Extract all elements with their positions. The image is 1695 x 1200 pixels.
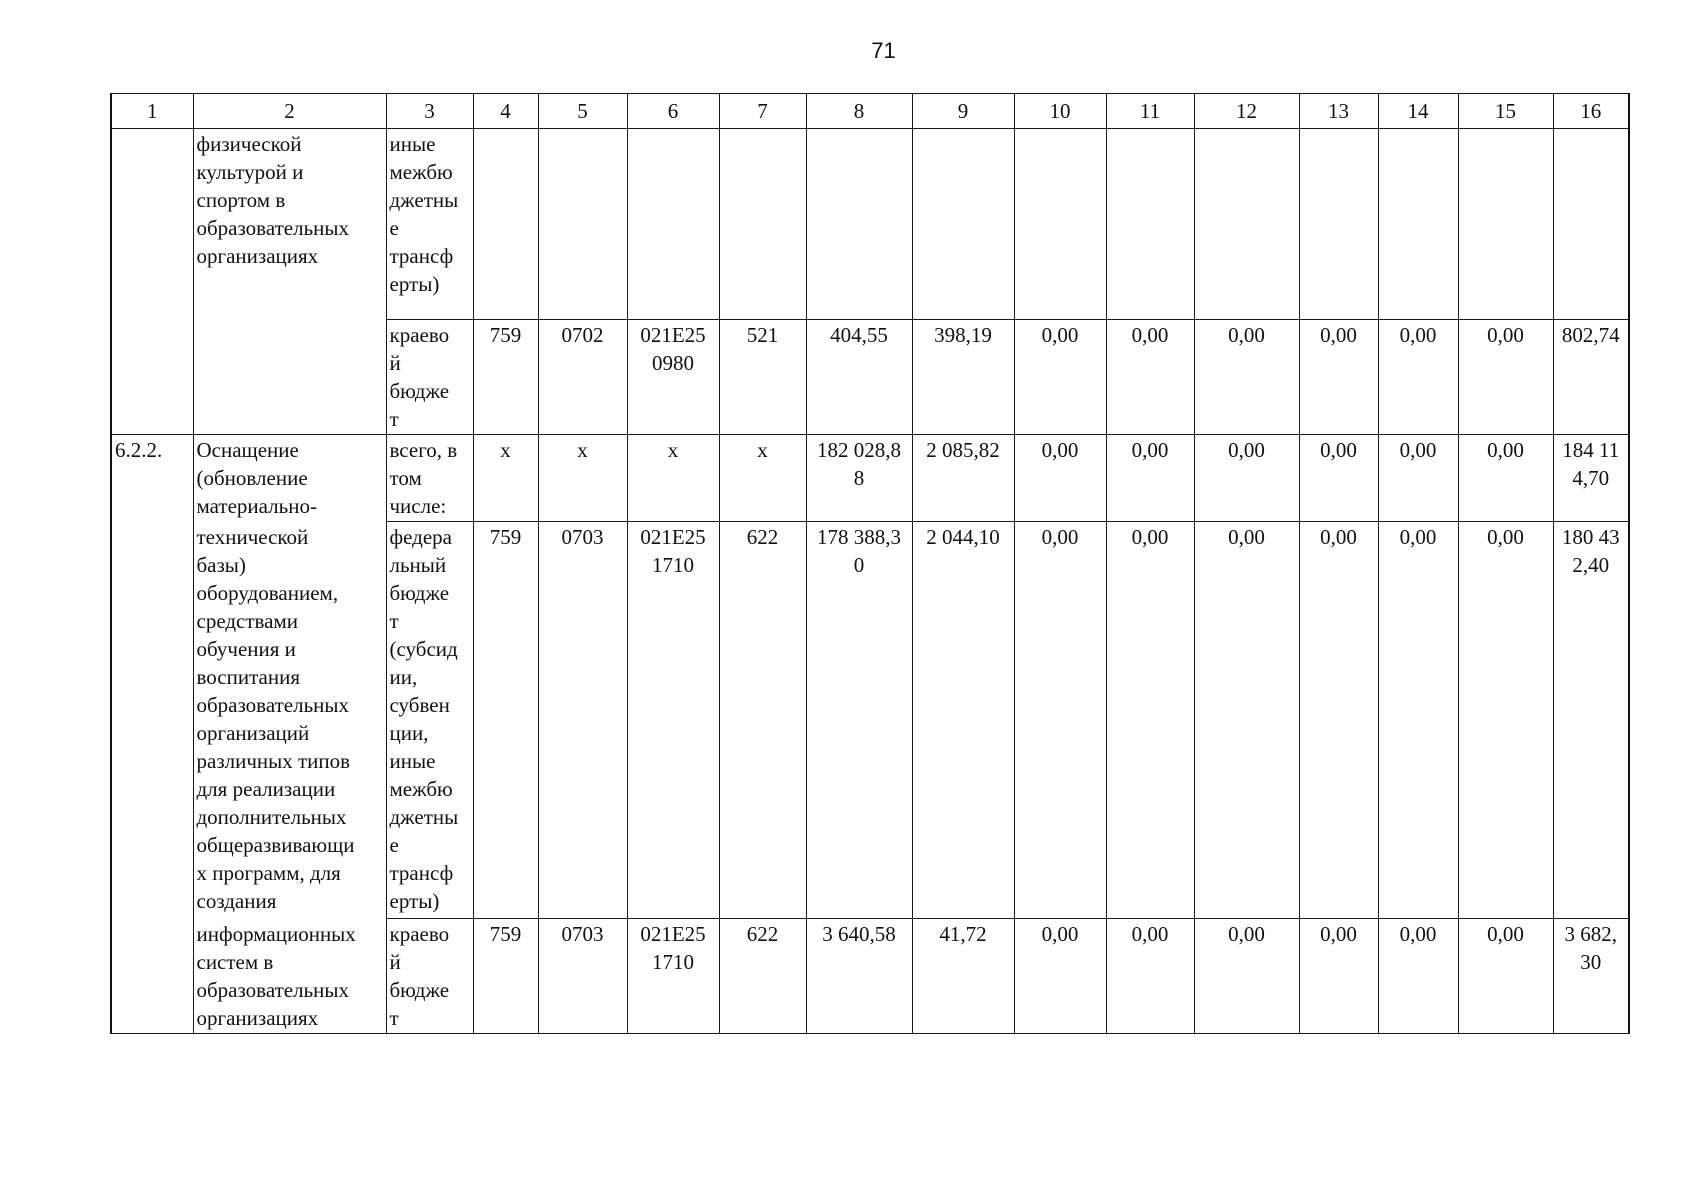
amount-cell: 0,00 [1106,435,1194,522]
table-cell [806,129,912,320]
amount-cell: 404,55 [806,320,912,435]
kbk-section-cell: х [538,435,627,522]
amount-cell: 0,00 [1106,320,1194,435]
funding-source-cell: краево й бюдже т [386,320,473,435]
kbk-type-cell: 521 [719,320,806,435]
amount-cell: 41,72 [912,919,1014,1034]
header-cell: 16 [1553,94,1629,129]
header-cell: 8 [806,94,912,129]
table-row [111,919,1629,1034]
header-cell: 3 [386,94,473,129]
kbk-target-cell: 021E25 1710 [627,919,719,1034]
kbk-grbs-cell: 759 [473,919,538,1034]
total-cell: 802,74 [1553,320,1629,435]
header-cell: 14 [1378,94,1458,129]
measure-name-cell: информационных систем в образовательных организациях [193,919,386,1034]
amount-cell: 0,00 [1194,320,1299,435]
amount-cell: 0,00 [1458,919,1553,1034]
table-cell [1299,129,1378,320]
amount-cell: 0,00 [1194,522,1299,919]
header-cell: 10 [1014,94,1106,129]
header-cell: 6 [627,94,719,129]
kbk-grbs-cell: 759 [473,522,538,919]
amount-cell: 0,00 [1458,320,1553,435]
amount-cell: 0,00 [1378,522,1458,919]
amount-cell: 0,00 [1299,320,1378,435]
table-cell [473,129,538,320]
page-number: 71 [871,38,896,63]
amount-cell: 178 388,3 0 [806,522,912,919]
amount-cell: 182 028,8 8 [806,435,912,522]
table-cell [912,129,1014,320]
row-number-cell [111,129,193,435]
header-cell: 2 [193,94,386,129]
amount-cell: 0,00 [1106,919,1194,1034]
amount-cell: 0,00 [1014,435,1106,522]
amount-cell: 0,00 [1106,522,1194,919]
amount-cell: 0,00 [1014,919,1106,1034]
kbk-grbs-cell: 759 [473,320,538,435]
table-cell [538,129,627,320]
header-cell: 13 [1299,94,1378,129]
amount-cell: 0,00 [1194,435,1299,522]
amount-cell: 0,00 [1299,919,1378,1034]
table-cell [1553,129,1629,320]
amount-cell: 0,00 [1014,522,1106,919]
total-cell: 184 11 4,70 [1553,435,1629,522]
kbk-type-cell: 622 [719,919,806,1034]
header-cell: 12 [1194,94,1299,129]
header-cell: 4 [473,94,538,129]
amount-cell: 0,00 [1378,435,1458,522]
header-row [111,94,1629,129]
amount-cell: 0,00 [1299,522,1378,919]
amount-cell: 0,00 [1014,320,1106,435]
table-cell [719,129,806,320]
amount-cell: 0,00 [1194,919,1299,1034]
amount-cell: 3 640,58 [806,919,912,1034]
kbk-grbs-cell: х [473,435,538,522]
budget-table [110,93,1630,1034]
amount-cell: 2 044,10 [912,522,1014,919]
kbk-type-cell: х [719,435,806,522]
funding-source-cell: всего, в том числе: [386,435,473,522]
header-cell: 1 [111,94,193,129]
total-cell: 180 43 2,40 [1553,522,1629,919]
measure-name-cell: Оснащение (обновление материально- [193,435,386,522]
table-cell [1014,129,1106,320]
amount-cell: 0,00 [1458,522,1553,919]
row-number-cell: 6.2.2. [111,435,193,1034]
table-cell [1378,129,1458,320]
amount-cell: 0,00 [1299,435,1378,522]
header-cell: 11 [1106,94,1194,129]
kbk-section-cell: 0702 [538,320,627,435]
kbk-target-cell: 021E25 1710 [627,522,719,919]
table-row [111,522,1629,919]
kbk-target-cell: 021E25 0980 [627,320,719,435]
total-cell: 3 682, 30 [1553,919,1629,1034]
funding-source-cell: краево й бюдже т [386,919,473,1034]
table-cell [1194,129,1299,320]
funding-source-cell: федера льный бюдже т (субсид ии, субвен ции, иные межбю джетны е трансф ерты) [386,522,473,919]
kbk-section-cell: 0703 [538,522,627,919]
kbk-section-cell: 0703 [538,919,627,1034]
header-cell: 7 [719,94,806,129]
header-cell: 15 [1458,94,1553,129]
table-cell [1106,129,1194,320]
kbk-type-cell: 622 [719,522,806,919]
table-row [111,129,1629,320]
amount-cell: 2 085,82 [912,435,1014,522]
amount-cell: 0,00 [1458,435,1553,522]
amount-cell: 0,00 [1378,320,1458,435]
header-cell: 5 [538,94,627,129]
table-row [111,435,1629,522]
amount-cell: 0,00 [1378,919,1458,1034]
kbk-target-cell: х [627,435,719,522]
measure-name-cell: технической базы) оборудованием, средствами обучения и воспитания образовательных организаций различных типов для реализации дополнительных общеразвивающи х программ, для создания [193,522,386,919]
table-cell [627,129,719,320]
table-cell [1458,129,1553,320]
header-cell: 9 [912,94,1014,129]
funding-source-cell: иные межбю джетны е трансф ерты) [386,129,473,320]
amount-cell: 398,19 [912,320,1014,435]
measure-name-cell: физической культурой и спортом в образовательных организациях [193,129,386,435]
